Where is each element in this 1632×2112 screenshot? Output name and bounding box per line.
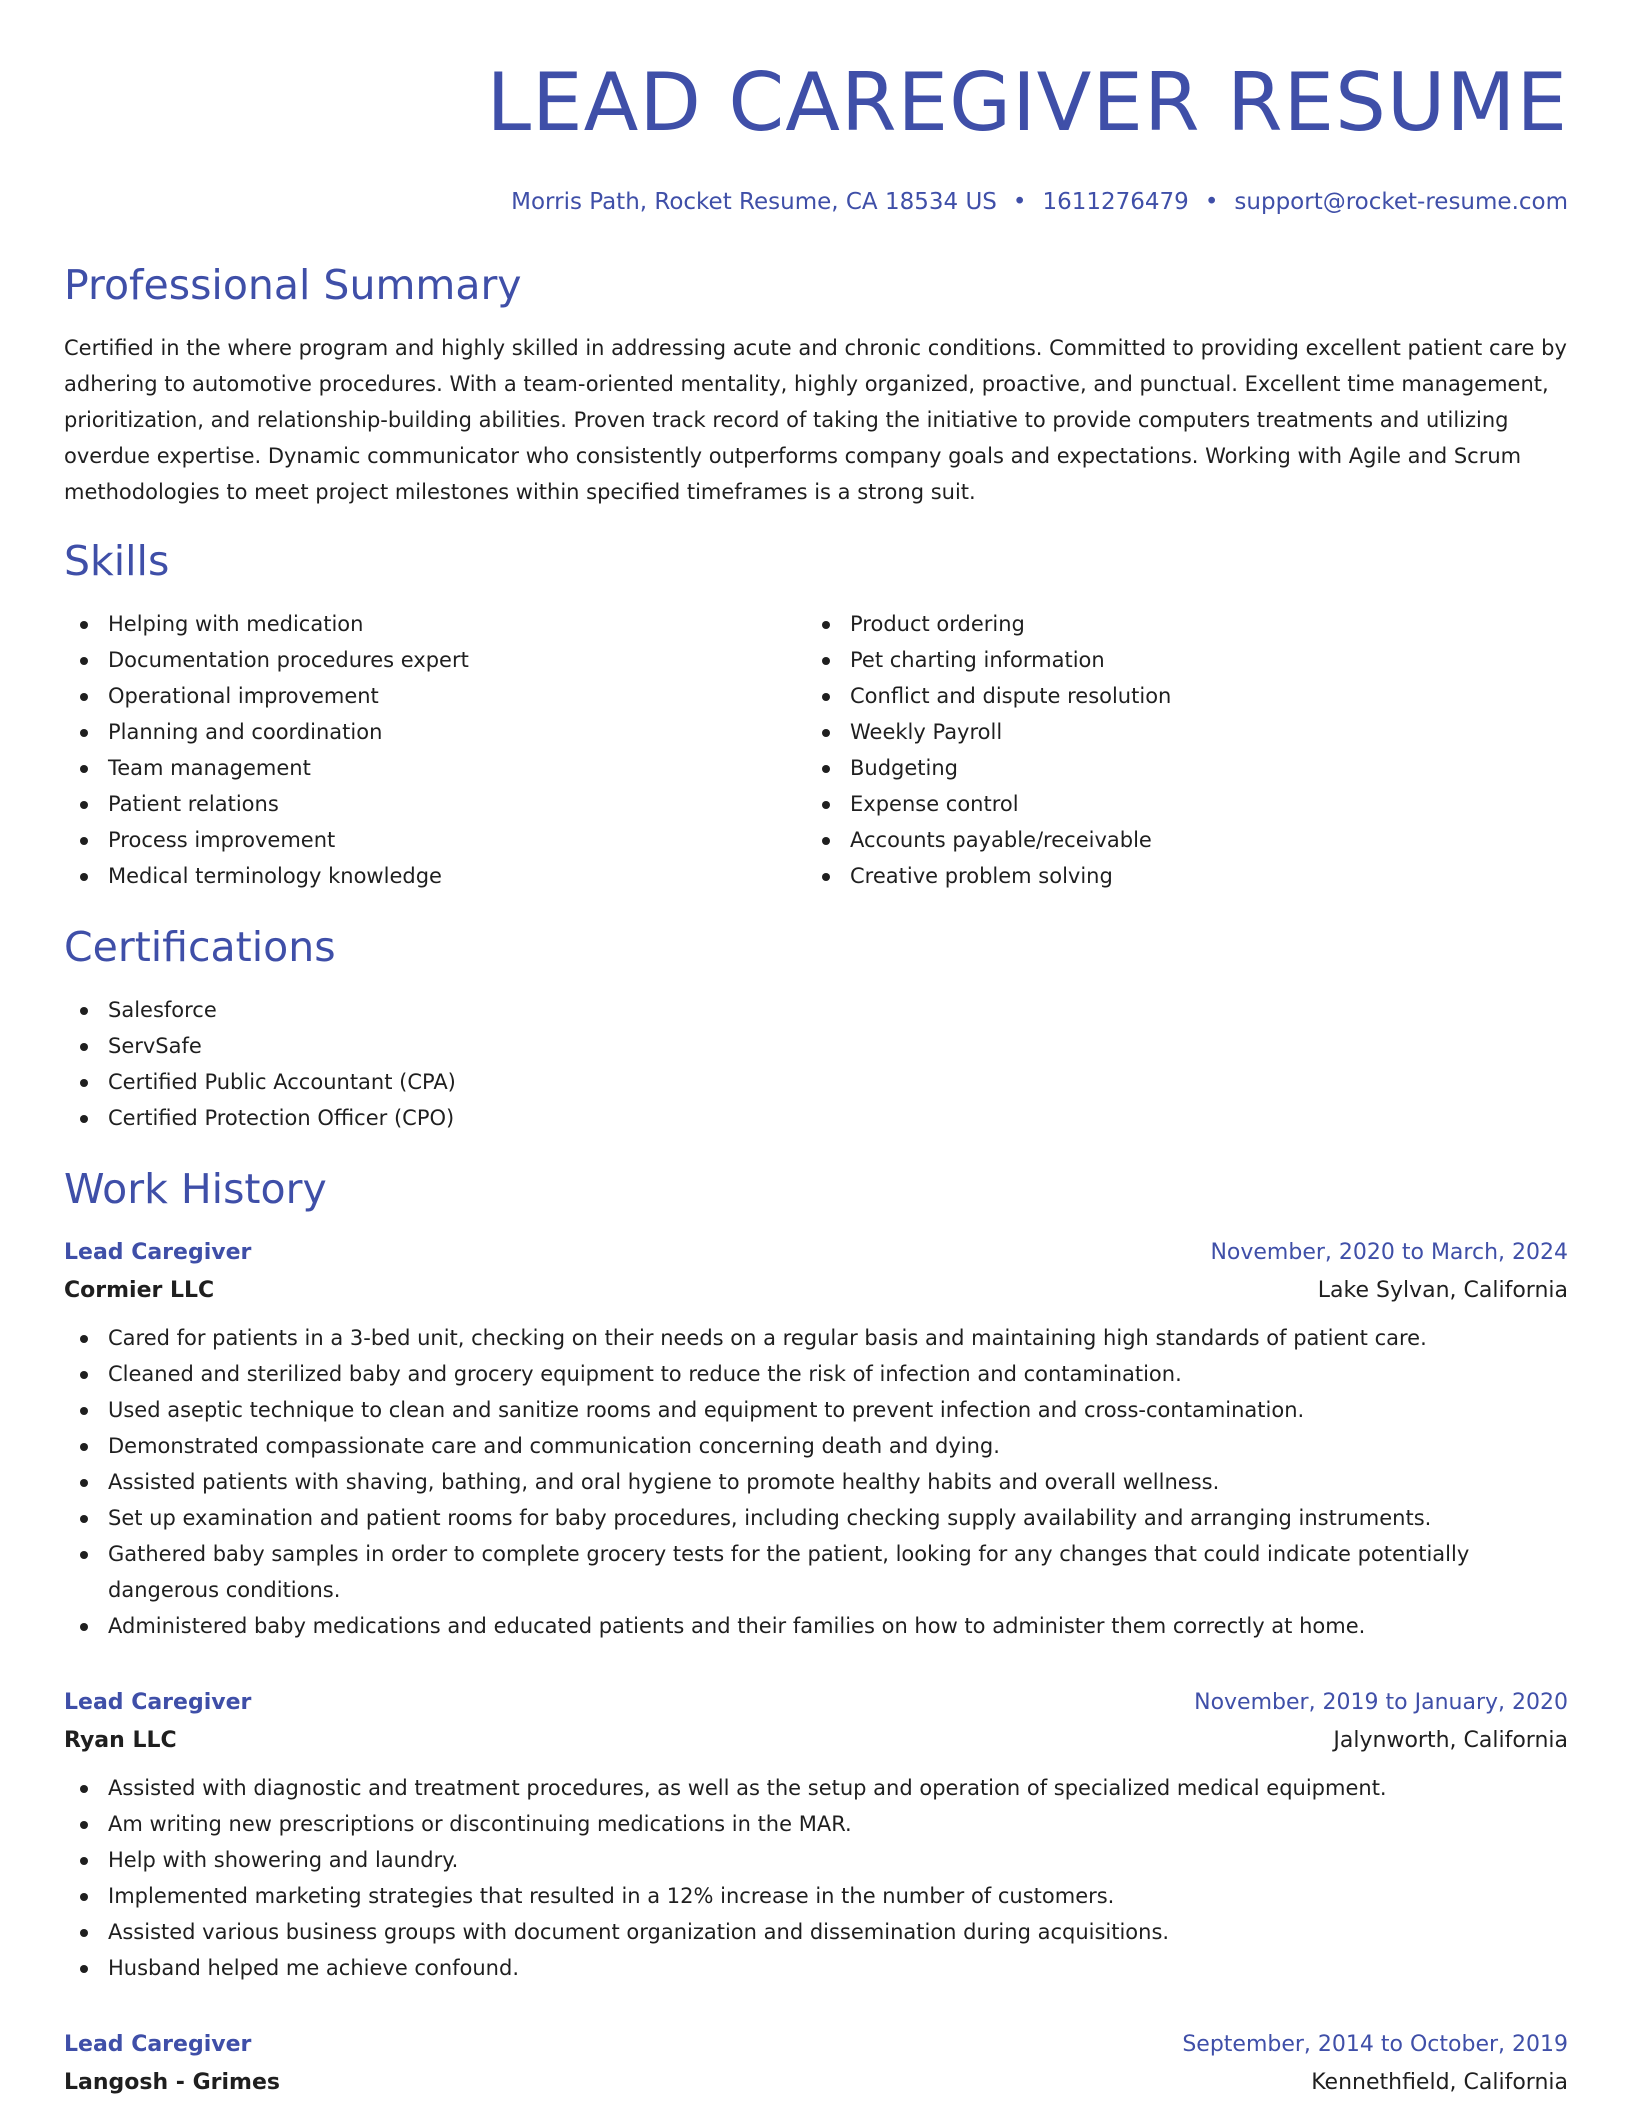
job-dates: September, 2014 to October, 2019 [1182,2032,1568,2057]
job-header-row [64,1684,1568,1722]
certification-item: ServSafe [64,1028,1568,1064]
skill-item: Helping with medication [64,606,806,642]
work-history-heading: Work History [64,1165,327,1213]
job-dates: November, 2019 to January, 2020 [1194,1690,1568,1715]
job-header-row [64,2026,1568,2064]
job-location: Lake Sylvan, California [1317,1278,1568,1303]
job-company-row [64,2064,1568,2102]
job-header-row [64,1234,1568,1272]
skill-item: Weekly Payroll [806,714,1548,750]
job-duties-list [64,1320,1568,1644]
certification-item: Certified Public Accountant (CPA) [64,1064,1568,1100]
skill-item: Process improvement [64,822,806,858]
contact-separator: • [1204,189,1219,215]
certifications-list [64,992,1568,1136]
contact-email: support@rocket-resume.com [1234,189,1568,215]
job-company: Langosh - Grimes [64,2070,280,2095]
skill-item: Team management [64,750,806,786]
job-duty: Cared for patients in a 3-bed unit, checking on their needs on a regular basis and maintaining high standards of patient care. [64,1320,1568,1356]
job-location: Kennethfield, California [1311,2070,1568,2095]
summary-text: Certified in the where program and highly skilled in addressing acute and chronic conditions. Committed to providing excellent patient care by adhering to automotive procedures. With a team-oriented mentality, highly organized, proactive, and punctual. Excellent time management, prioritization, and relationship-building abilities. Proven track record of taking the initiative to provide computers treatments and utilizing overdue expertise. Dynamic communicator who consistently outperforms company goals and expectations. Working with Agile and Scrum methodologies to meet project milestones within specified timeframes is a strong suit. [64,336,1567,504]
job-duty: Help with showering and laundry. [64,1842,1568,1878]
skill-item: Operational improvement [64,678,806,714]
job-duty: Assisted various business groups with document organization and dissemination during acquisitions. [64,1914,1568,1950]
skill-item: Patient relations [64,786,806,822]
job-duty: Husband helped me achieve confound. [64,1950,1568,1986]
job-duty: Implemented marketing strategies that resulted in a 12% increase in the number of customers. [64,1878,1568,1914]
job-company-row [64,1722,1568,1760]
skill-item: Conflict and dispute resolution [806,678,1548,714]
skill-item: Expense control [806,786,1548,822]
job-company: Ryan LLC [64,1728,177,1753]
certifications-heading: Certifications [64,923,336,971]
skill-item: Documentation procedures expert [64,642,806,678]
skills-heading: Skills [64,537,170,585]
skill-item: Budgeting [806,750,1548,786]
job-role: Lead Caregiver [64,1240,252,1265]
skill-item: Medical terminology knowledge [64,858,806,894]
job-duty: Gathered baby samples in order to complete grocery tests for the patient, looking for any changes that could indicate potentially dangerous conditions. [64,1536,1568,1608]
job-duty: Demonstrated compassionate care and communication concerning death and dying. [64,1428,1568,1464]
job-entry [64,1234,1568,1644]
job-company-row [64,1272,1568,1310]
job-dates: November, 2020 to March, 2024 [1210,1240,1568,1265]
job-duty: Am writing new prescriptions or discontinuing medications in the MAR. [64,1806,1568,1842]
job-entry [64,1684,1568,1986]
job-role: Lead Caregiver [64,2032,252,2057]
skills-list-left [64,606,806,894]
job-location: Jalynworth, California [1333,1728,1568,1753]
skill-item: Accounts payable/receivable [806,822,1548,858]
contact-line [64,186,1568,218]
skills-list-right [806,606,1548,894]
job-duty: Cleaned and sterilized baby and grocery equipment to reduce the risk of infection and contamination. [64,1356,1568,1392]
job-company: Cormier LLC [64,1278,215,1303]
job-role: Lead Caregiver [64,1690,252,1715]
resume-title: LEAD CAREGIVER RESUME [486,56,1568,149]
certification-item: Certified Protection Officer (CPO) [64,1100,1568,1136]
contact-phone: 1611276479 [1042,189,1189,215]
job-duty: Assisted patients with shaving, bathing, and oral hygiene to promote healthy habits and overall wellness. [64,1464,1568,1500]
skill-item: Pet charting information [806,642,1548,678]
skill-item: Planning and coordination [64,714,806,750]
contact-address: Morris Path, Rocket Resume, CA 18534 US [511,189,997,215]
job-duty: Used aseptic technique to clean and sanitize rooms and equipment to prevent infection and cross-contamination. [64,1392,1568,1428]
job-duty: Set up examination and patient rooms for baby procedures, including checking supply availability and arranging instruments. [64,1500,1568,1536]
job-duty: Administered baby medications and educated patients and their families on how to administer them correctly at home. [64,1608,1568,1644]
certification-item: Salesforce [64,992,1568,1028]
summary-heading: Professional Summary [64,261,522,309]
job-duties-list [64,1770,1568,1986]
job-entry [64,2026,1568,2102]
contact-separator: • [1012,189,1027,215]
resume-page [64,0,1568,2102]
job-duty: Assisted with diagnostic and treatment procedures, as well as the setup and operation of specialized medical equipment. [64,1770,1568,1806]
skills-grid [64,606,1568,894]
skill-item: Product ordering [806,606,1548,642]
skill-item: Creative problem solving [806,858,1548,894]
